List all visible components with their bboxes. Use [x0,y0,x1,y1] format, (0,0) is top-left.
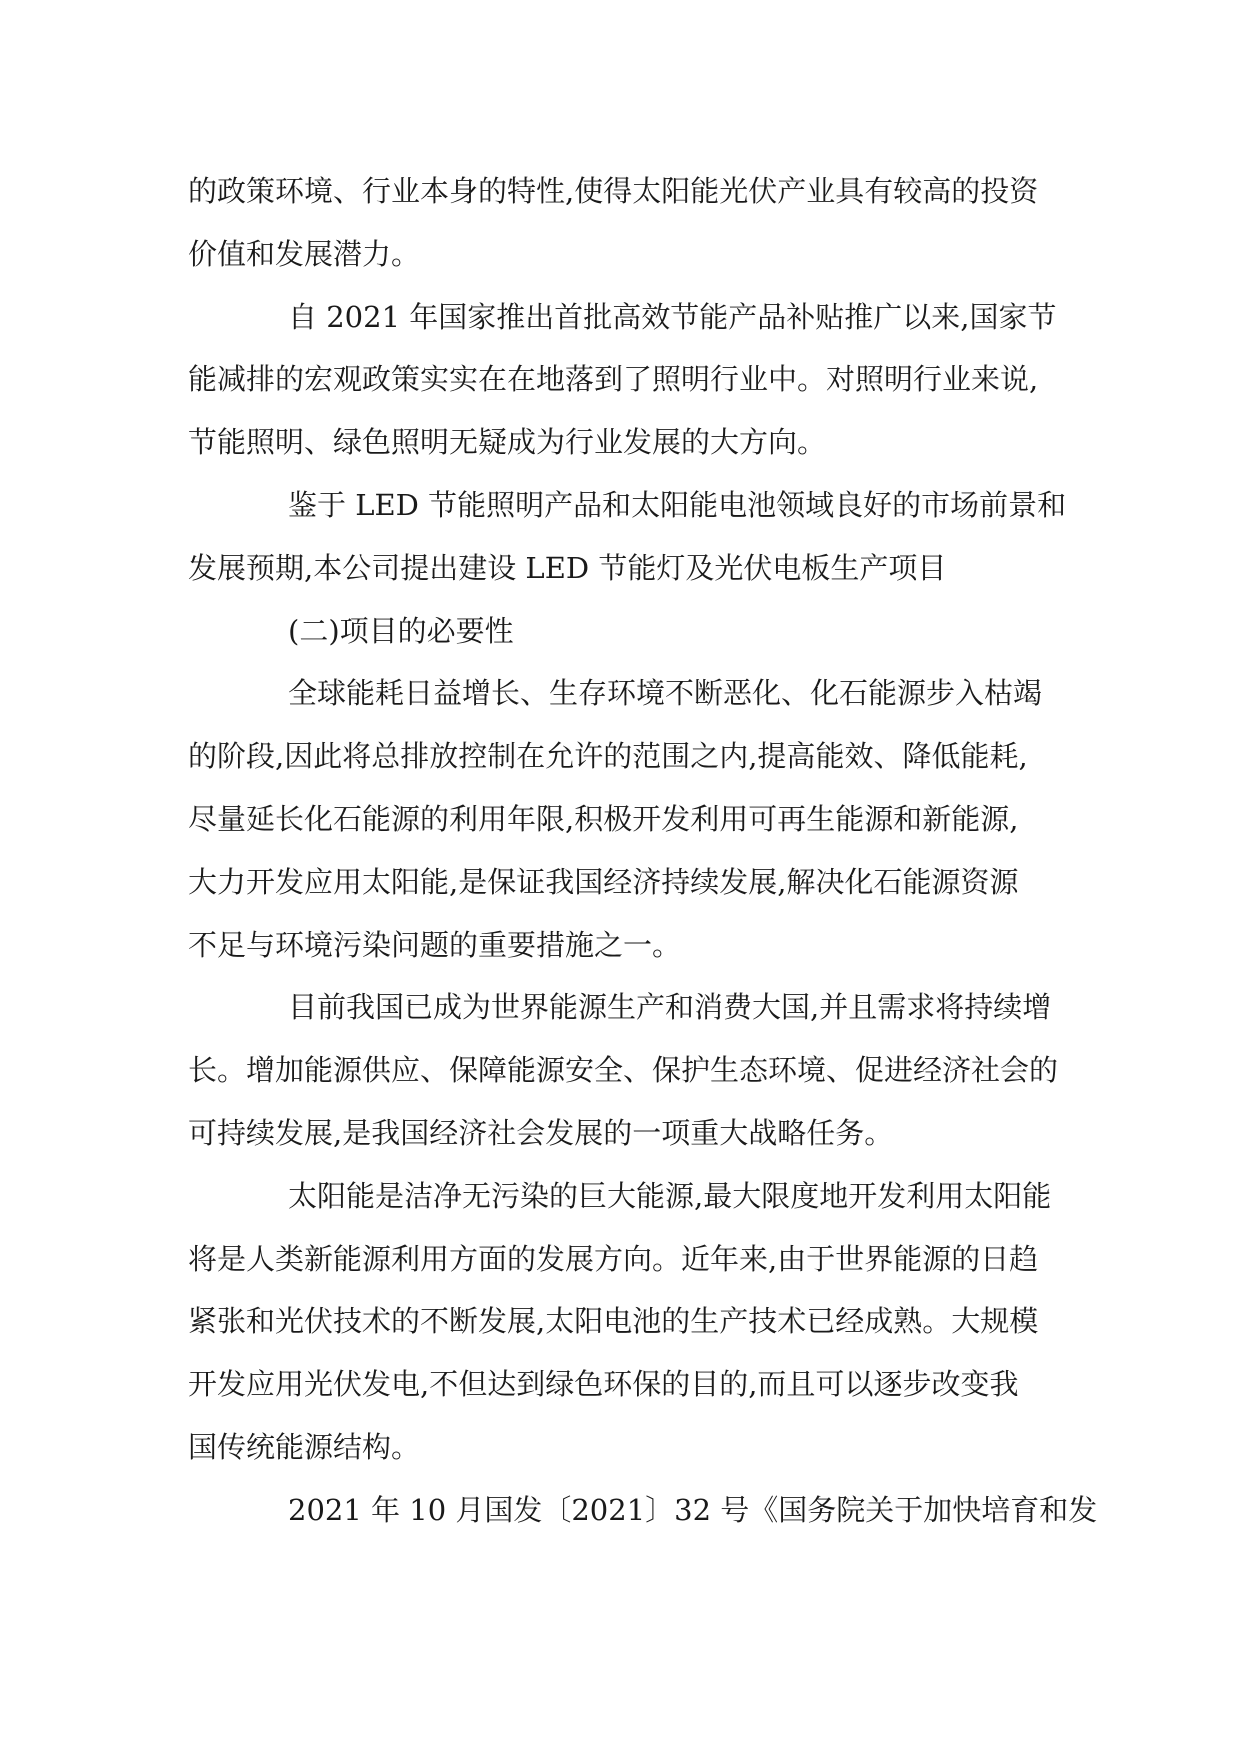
text-line: 的阶段,因此将总排放控制在允许的范围之内,提高能效、降低能耗, [188,739,1028,774]
text-line: 开发应用光伏发电,不但达到绿色环保的目的,而且可以逐步改变我 [188,1367,1019,1402]
text-line: 发展预期,本公司提出建设 LED 节能灯及光伏电板生产项目 [188,550,947,585]
section-heading-necessity [188,600,1058,663]
text-line: 可持续发展,是我国经济社会发展的一项重大战略任务。 [188,1115,894,1150]
paragraph-led-project-proposal [188,474,1067,600]
text-line: 自 2021 年国家推出首批高效节能产品补贴推广以来,国家节 [288,299,1057,334]
paragraph-policy-environment [188,160,1058,286]
section-heading: (二)项目的必要性 [288,613,514,648]
text-line: 长。增加能源供应、保障能源安全、保护生态环境、促进经济社会的 [188,1053,1059,1088]
text-line: 价值和发展潜力。 [188,236,421,271]
text-line: 目前我国已成为世界能源生产和消费大国,并且需求将持续增 [288,990,1052,1025]
text-line: 不足与环境污染问题的重要措施之一。 [188,927,682,962]
paragraph-state-council-notice [188,1479,1098,1542]
document-body [188,160,1098,1542]
text-line: 将是人类新能源利用方面的发展方向。近年来,由于世界能源的日趋 [188,1241,1039,1276]
paragraph-china-energy [188,976,1058,1164]
text-line: 节能照明、绿色照明无疑成为行业发展的大方向。 [188,425,827,460]
text-line: 的政策环境、行业本身的特性,使得太阳能光伏产业具有较高的投资 [188,174,1039,208]
text-line: 能减排的宏观政策实实在在地落到了照明行业中。对照明行业来说, [188,362,1039,397]
text-line: 大力开发应用太阳能,是保证我国经济持续发展,解决化石能源资源 [188,864,1019,899]
text-line: 全球能耗日益增长、生存环境不断恶化、化石能源步入枯竭 [288,676,1043,711]
text-line: 鉴于 LED 节能照明产品和太阳能电池领域良好的市场前景和 [288,487,1067,522]
text-line: 国传统能源结构。 [188,1429,421,1464]
paragraph-global-energy [188,662,1058,976]
paragraph-energy-saving-subsidy [188,286,1058,474]
text-line: 2021 年 10 月国发〔2021〕32 号《国务院关于加快培育和发 [288,1492,1098,1527]
paragraph-solar-energy [188,1165,1058,1479]
text-line: 紧张和光伏技术的不断发展,太阳电池的生产技术已经成熟。大规模 [188,1304,1039,1339]
text-line: 尽量延长化石能源的利用年限,积极开发利用可再生能源和新能源, [188,801,1019,836]
text-line: 太阳能是洁净无污染的巨大能源,最大限度地开发利用太阳能 [288,1178,1052,1213]
